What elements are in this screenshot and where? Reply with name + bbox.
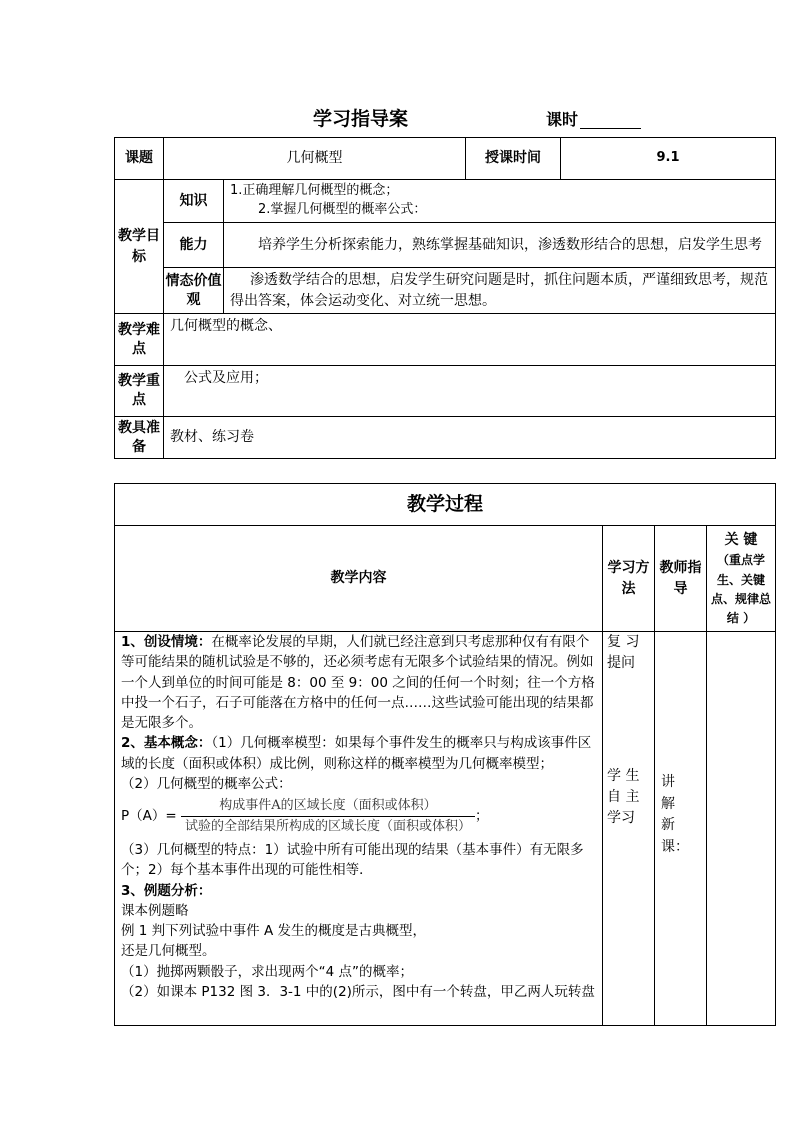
document-header (0, 104, 794, 134)
method-review: 复 习提问 (607, 634, 640, 671)
teaching-process-table (114, 483, 776, 1026)
col-content-header: 教学内容 (115, 526, 603, 632)
method-self-study: 学 生自 主学习 (607, 768, 640, 826)
emotion-label: 情态价值观 (164, 268, 224, 314)
teacher-cell (655, 632, 707, 1026)
content-cell (115, 632, 603, 1026)
example-line-1: 课本例题略 (121, 902, 189, 919)
formula-denominator: 试验的全部结果所构成的区域长度（面积或体积） (184, 818, 471, 834)
example-line-4: （1）抛掷两颗骰子，求出现两个“4 点”的概率； (121, 963, 413, 980)
date-value: 9.1 (561, 138, 776, 180)
difficulty-value: 几何概型的概念、 (164, 314, 776, 366)
example-line-2: 例 1 判下列试验中事件 A 发生的概度是古典概型， (121, 923, 426, 939)
topic-value: 几何概型 (164, 138, 466, 180)
col-method-header: 学习方法 (603, 526, 655, 632)
col-key-header: 关 键 （重点学生、关键点、规律总结 ） (707, 526, 776, 632)
example-line-3: 还是几何概型。 (121, 943, 216, 960)
lesson-hour-blank (580, 128, 641, 129)
difficulty-label: 教学难点 (115, 314, 164, 366)
tools-label: 教具准备 (115, 417, 164, 459)
topic-label: 课题 (115, 138, 164, 180)
lesson-hour-label: 课时 (546, 110, 579, 129)
emotion-value: 渗透数学结合的思想，启发学生研究问题是时，抓住问题本质，严谨细致思考，规范得出答案，体会运动变化、对立统一思想。 (224, 268, 776, 314)
date-label: 授课时间 (466, 138, 561, 180)
process-title: 教学过程 (115, 484, 776, 526)
knowledge-value (224, 180, 776, 223)
lesson-info-table (114, 137, 776, 459)
section-concept: 2、基本概念：（1）几何概率模型：如果每个事件发生的概率只与构成该事件区域的长度（面积或体积）成比例，则称这样的概率模型为几何概率模型； (121, 735, 592, 772)
page-title: 学习指导案 (313, 108, 409, 130)
section-examples: 3、例题分析： (121, 882, 212, 899)
tools-value: 教材、练习卷 (164, 417, 776, 459)
goals-label: 教学目标 (115, 180, 164, 314)
key-cell (707, 632, 776, 1026)
example-line-5: （2）如课本 P132 图 3．3-1 中的(2)所示，图中有一个转盘，甲乙两人玩转盘 (121, 983, 595, 1000)
section-situation: 1、创设情境：在概率论发展的早期，人们就已经注意到只考虑那种仅有有限个等可能结果的随机试验是不够的，还必须考虑有无限多个试验结果的情况。例如一个人到单位的时间可能是 8：00 至 9：00 之间的任何一个时刻；往一个方格中投一个石子，石子可能落在方格中的任何一点……这些试验可能出现的结果都是无限多个。 (121, 634, 595, 731)
teacher-new-lesson: 讲解新课： (661, 774, 689, 856)
method-cell (603, 632, 655, 1026)
formula-label: （2）几何概型的概率公式： (121, 775, 292, 792)
col-teacher-header: 教师指导 (655, 526, 707, 632)
knowledge-item-2: 2.掌握几何概型的概率公式： (258, 201, 427, 217)
ability-label: 能力 (164, 223, 224, 268)
key-value: 公式及应用； (164, 366, 776, 417)
knowledge-label: 知识 (164, 180, 224, 223)
ability-value: 培养学生分析探索能力，熟练掌握基础知识，渗透数形结合的思想，启发学生思考 (224, 223, 776, 268)
formula-numerator: 构成事件A的区域长度（面积或体积） (219, 798, 437, 813)
probability-formula: P（A）= $\frac{\text{构成事件A的区域长度（面积或体积）}}{\text{试验的全部结果所构成的区域长度（面积或体积）}}$ ； (121, 796, 596, 836)
key-label: 教学重点 (115, 366, 164, 417)
knowledge-item-1: 1.正确理解几何概型的概念； (230, 183, 399, 198)
section-features: （3）几何概型的特点：1）试验中所有可能出现的结果（基本事件）有无限多个；2）每个基本事件出现的可能性相等． (121, 842, 584, 879)
